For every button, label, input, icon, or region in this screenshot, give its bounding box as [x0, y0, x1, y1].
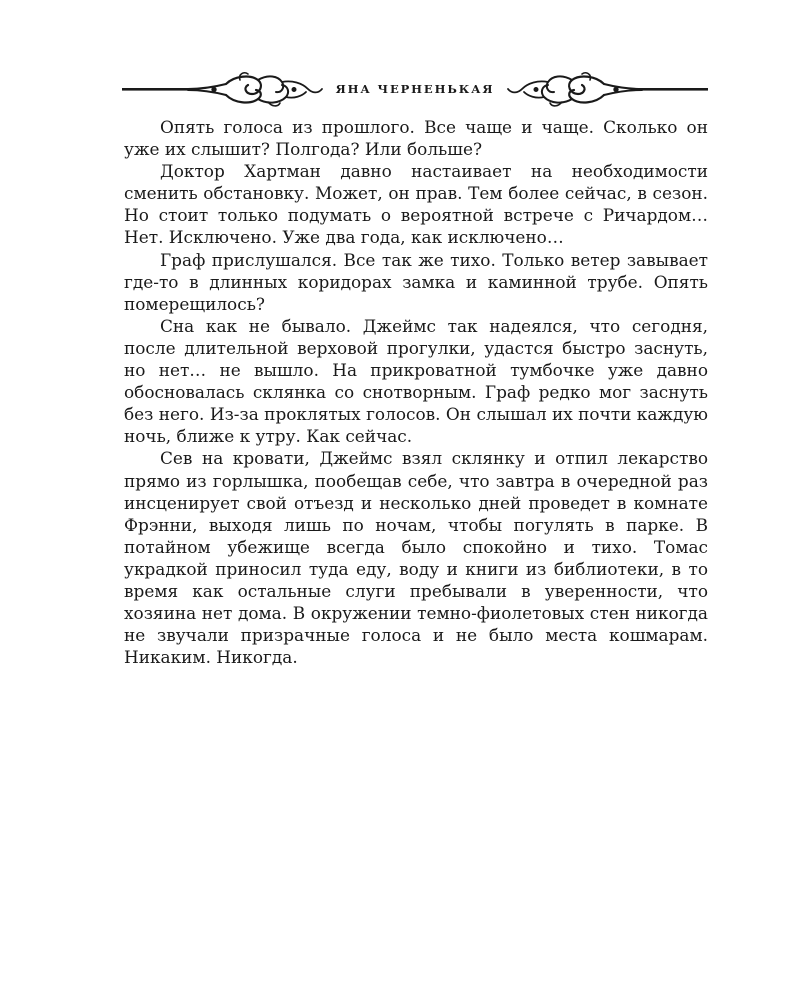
paragraph: Сев на кровати, Джеймс взял склянку и отпил лекарство прямо из горлышка, пообещав себе, что завтра в очередной раз инсценирует свой отъезд и несколько дней проведет в комнате Фрэнни, выходя лишь по ночам, чтобы погулять в парке. В потайном убежище всегда было спокойно и тихо. Томас украдкой приносил туда еду, воду и книги из библиотеки, в то время как остальные слуги пребывали в уверенности, что хозяина нет дома. В окружении темно-фиолетовых стен никогда не звучали призрачные голоса и не было места кошмарам. Никаким. Никогда. [124, 448, 708, 668]
running-header [122, 70, 708, 110]
paragraph: Сна как не бывало. Джеймс так надеялся, что сегодня, после длительной верховой прогулки, удастся быстро заснуть, но нет… не вышло. На прикроватной тумбочке уже давно обосновалась склянка со снотворным. Граф редко мог заснуть без него. Из-за проклятых голосов. Он слышал их почти каждую ночь, ближе к утру. Как сейчас. [124, 315, 708, 447]
paragraph: Опять голоса из прошлого. Все чаще и чаще. Сколько он уже их слышит? Полгода? Или больше? [124, 117, 708, 160]
running-title: ЯНА ЧЕРНЕНЬКАЯ [335, 82, 495, 96]
paragraph: Доктор Хартман давно настаивает на необходимости сменить обстановку. Может, он прав. Тем более сейчас, в сезон. Но стоит только подумать о вероятной встрече с Ричардом… Нет. Исключено. Уже два года, как исключено… [124, 161, 708, 248]
paragraph: Граф прислушался. Все так же тихо. Только ветер завывает где-то в длинных коридорах замка и каминной трубе. Опять померещилось? [124, 249, 708, 314]
body-text [124, 116, 708, 668]
